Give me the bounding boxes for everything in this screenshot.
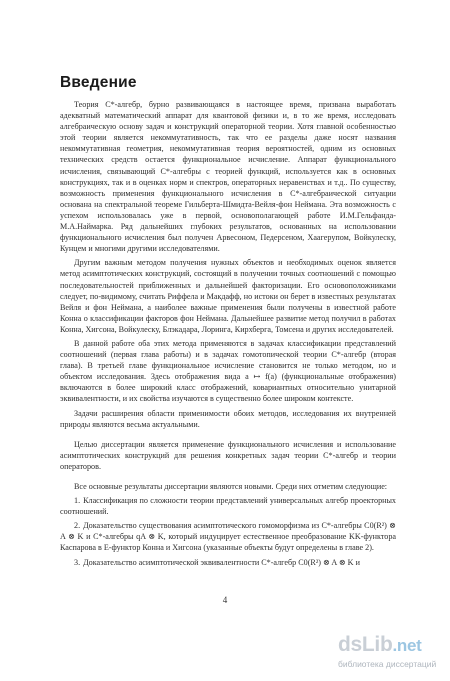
results-list <box>60 495 396 568</box>
watermark-caption: библиотека диссертаций <box>338 659 437 669</box>
watermark-logo-suffix: .net <box>392 636 422 655</box>
section-heading: Введение <box>60 74 137 91</box>
list-item-text: Классификация по сложности теории представлений универсальных алгебр проекторных соотношений. <box>60 496 396 517</box>
list-item <box>60 520 396 553</box>
list-item-number: 2. <box>74 521 81 531</box>
list-item-number: 1. <box>74 496 81 506</box>
paragraph-goal: Целью диссертации является применение функционального исчисления и использование асимптотических конструкций для решения конкретных задач теории C*-алгебр и теории операторов. <box>60 439 396 471</box>
body-text <box>60 99 396 571</box>
dslib-watermark[interactable] <box>336 633 440 673</box>
page-number: 4 <box>222 595 228 605</box>
list-item-number: 3. <box>74 557 81 567</box>
list-item <box>60 557 396 568</box>
paragraph-relevance: Задачи расширения области применимости обоих методов, исследования их внутренней природы являются весьма актуальными. <box>60 408 396 429</box>
paragraph-intro: Теория C*-алгебр, бурно развивающаяся в настоящее время, призвана выработать адекватный математический аппарат для квантовой физики и, в то же время, исследовать алгебраическую основу задач и конструкций операторной теории. Хотя главной особенностью этой теории является некоммутативность, так что ее разделы даже носят названия некоммутативная геометрия, некоммутативная теория вероятностей, одним из основных технических средств остается функциональное исчисление. Аппарат функционального исчисления, связывающий C*-алгебры с теорией функций, используется как в основных конструкциях, так и в оценках норм и спектров, операторных неравенствах и т.д.. По существу, возможность применения функционального исчисления в C*-алгебраической ситуации основана на спектральной теореме Гильберта-Шмидта-Вейля-фон Неймана. Эта возможность с успехом использовалась уже в первой, основополагающей работе И.М.Гельфанда-М.А.Наймарка. Ряд дальнейших глубоких результатов, основанных на использовании функционального исчисления был получен Арвесоном, Педерсеном, Хаагерупом, Войкулеску, Кунцем и многими другими исследователями. <box>60 100 396 254</box>
list-item <box>60 495 396 517</box>
paragraph-results-intro: Все основные результаты диссертации являются новыми. Среди них отметим следующие: <box>74 482 388 491</box>
watermark-logo-main: dsLib <box>338 633 393 656</box>
paragraph-asymptotic-methods: Другим важным методом получения нужных объектов и необходимых оценок является метод асимптотических конструкций, состоящий в получении точных соотношений с помощью последовательностей приближенных и дальнейшей факторизации. Его основоположниками следует, по-видимому, считать Риффела и Макдафф, но истоки он берет в известных результатах Вейля и фон Неймана, а наиболее важные применения были получены в известной работе Конна о классификации факторов фон Неймана. Дальнейшее развитие метод получил в работах Конна, Хигсона, Войкулеску, Блэкадара, Лоринга, Кирхберга, Томсена и других исследователей. <box>60 258 396 334</box>
list-item-text: Доказательство существования асимптотического гомоморфизма из C*-алгебры C0(R²) ⊗ A ⊗ K и C*-алгебры qA ⊗ K, который индуцирует естественное преобразование KK-функтора Каспарова в E-функтор Конна и Хигсона (указанные объекты будут определены в главе 2). <box>60 521 396 553</box>
watermark-logo <box>338 633 422 657</box>
list-item-text: Доказательство асимптотической эквивалентности C*-алгебр C0(R²) ⊗ A ⊗ K и <box>83 557 360 567</box>
paragraph-chapters-overview: В данной работе оба этих метода применяются в задачах классификации представлений соотношений (первая глава работы) и в задачах гомотопической теории C*-алгебр (вторая глава). В третьей главе функциональное исчисление становится не только методом, но и объектом исследования. Здесь отображения вида a ↦ f(a) (функциональные отображения) включаются в более широкий класс отображений, ковариантных относительно унитарной эквивалентности, и их свойства изучаются в существенно более широком контексте. <box>60 338 396 404</box>
